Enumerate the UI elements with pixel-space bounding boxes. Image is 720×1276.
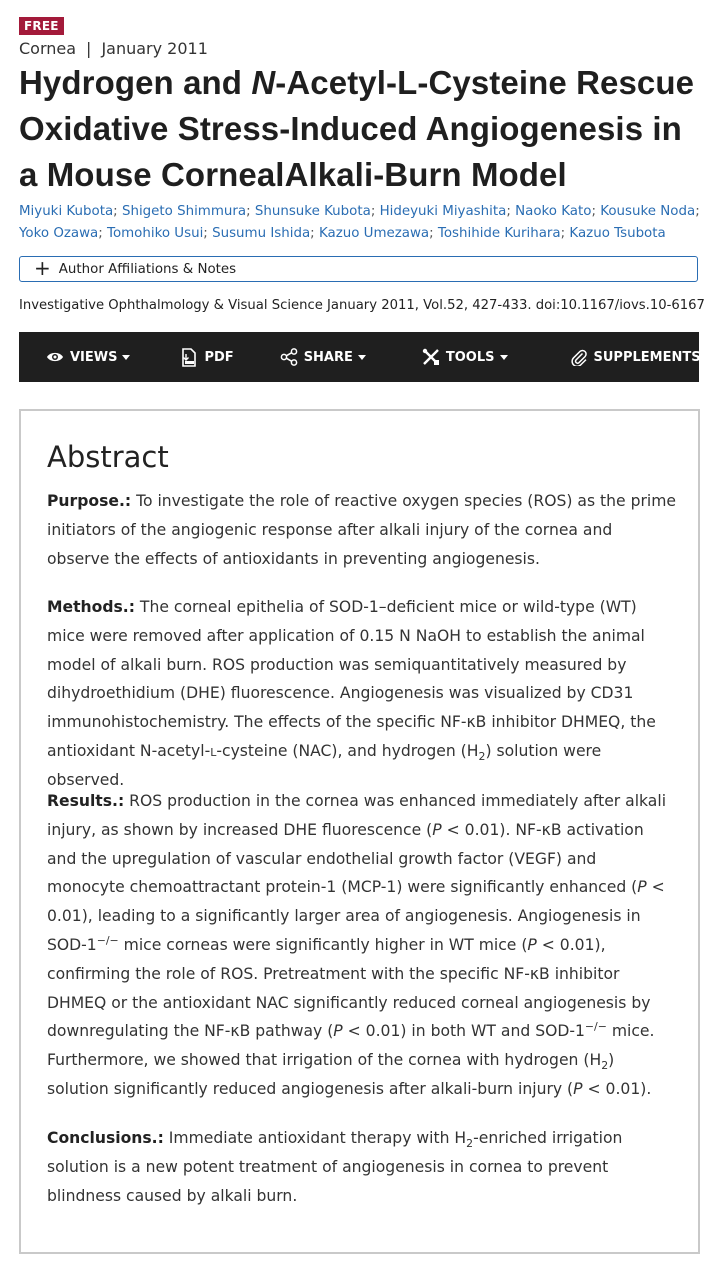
chevron-down-icon [500,355,508,360]
views-label: VIEWS [70,349,118,365]
journal-meta [19,39,208,59]
tools-icon [422,348,440,366]
purpose-label: Purpose.: [47,492,132,510]
author-link[interactable]: Tomohiko Usui [107,226,204,241]
results-text: mice. Furthermore, we showed that irrigation of the cornea with hydrogen (H [47,1022,655,1070]
journal-name[interactable]: Cornea [19,39,77,58]
results-label: Results.: [47,792,125,810]
chevron-down-icon [358,355,366,360]
author-link[interactable]: Toshihide Kurihara [437,226,561,241]
title-italic: N [251,64,276,101]
issue-date: January 2011 [101,39,208,58]
author-affiliations-toggle[interactable] [19,256,698,282]
author-link[interactable]: Hideyuki Miyashita [379,204,507,219]
author-link[interactable]: Naoko Kato [515,204,592,219]
abstract-heading: Abstract [47,440,169,474]
title-text-3: -Cysteine Rescue Oxidative Stress-Induced Angiogenesis in a Mouse CornealAlkali-Burn Model [19,64,695,193]
methods-label: Methods.: [47,598,135,616]
title-smallcaps: L [397,64,418,101]
results-p-value: P [573,1079,583,1098]
methods-text: -cysteine (NAC), and hydrogen (H [216,741,479,760]
tools-label: TOOLS [445,349,495,365]
methods-subscript: 2 [478,750,486,764]
author-link[interactable]: Miyuki Kubota [19,204,114,219]
chevron-down-icon [122,355,130,360]
results-text: < 0.01) in both WT and SOD-1 [342,1022,585,1041]
results-p-value: P [432,820,442,839]
share-label: SHARE [303,349,353,365]
author-link[interactable]: Shunsuke Kubota [254,204,371,219]
results-p-value: P [637,878,647,897]
results-text: mice corneas were significantly higher in WT mice ( [118,935,528,954]
results-p-value: P [527,935,537,954]
results-text: < 0.01), confirming the role of ROS. Pretreatment with the specific NF-κB inhibitor DHMEQ or the antioxidant NAC significantly reduced corneal angiogenesis by downregulating the NF-κB pathway ( [47,935,651,1041]
conclusions-text: Immediate antioxidant therapy with H [163,1129,467,1147]
pdf-label: PDF [204,349,234,365]
conclusions-subscript: 2 [466,1137,474,1151]
article-toolbar [19,332,699,382]
affiliations-label: Author Affiliations & Notes [58,261,237,277]
results-superscript: −/− [584,1020,607,1034]
results-subscript: 2 [601,1059,609,1073]
methods-text: The corneal epithelia of SOD-1–deficient mice or wild-type (WT) mice were removed after application of 0.15 N NaOH to establish the animal model of alkali burn. ROS production was semiquantitatively measured by dihydroethidium (DHE) fluorescence. Angiogenesis was visualized by CD31 immunohistochemistry. The effects of the specific NF-κB inhibitor DHMEQ, the antioxidant N-acetyl- [47,598,656,760]
methods-text: ) solution were observed. [47,741,602,789]
share-button[interactable] [280,332,366,382]
methods-smallcaps: l [210,741,217,760]
supplements-label: SUPPLEMENTS [593,349,701,365]
author-link[interactable]: Kazuo Umezawa [318,226,430,241]
citation-line: Investigative Ophthalmology & Visual Science January 2011, Vol.52, 427-433. doi:10.1167/iovs.10-6167 [19,298,705,313]
plus-icon: + [34,256,51,280]
free-badge: FREE [19,17,64,35]
author-link[interactable]: Yoko Ozawa [19,226,99,241]
paperclip-icon [570,348,588,366]
supplements-button[interactable] [570,332,701,382]
tools-button[interactable] [422,332,508,382]
views-button[interactable] [46,332,130,382]
author-link[interactable]: Kousuke Noda [600,204,696,219]
results-text: < 0.01). [582,1079,652,1098]
abstract-section [19,409,700,1254]
eye-icon [46,350,64,364]
author-list: Miyuki Kubota; Shigeto Shimmura; Shunsuke Kubota; Hideyuki Miyashita; Naoko Kato; Kousuke Noda; Yoko Ozawa; Tomohiko Usui; Susumu Ishida; Kazuo Umezawa; Toshihide Kurihara; Kazuo Tsubota [19,204,700,241]
results-p-value: P [333,1022,343,1041]
conclusions-text: -enriched irrigation solution is a new potent treatment of angiogenesis in cornea to prevent blindness caused by alkali burn. [47,1129,623,1205]
title-text-2: -Acetyl- [275,64,398,101]
title-text-1: Hydrogen and [19,64,252,101]
pdf-icon [180,348,198,367]
results-superscript: −/− [96,933,119,947]
author-link[interactable]: Susumu Ishida [212,226,311,241]
abstract-methods [47,593,677,795]
pdf-button[interactable] [180,332,233,382]
author-link[interactable]: Shigeto Shimmura [121,204,247,219]
abstract-results [47,787,677,1104]
abstract-conclusions [47,1124,677,1210]
results-text: < 0.01), leading to a significantly larger area of angiogenesis. Angiogenesis in SOD-1 [47,878,665,954]
results-text: < 0.01). NF-κB activation and the upregulation of vascular endothelial growth factor (VEGF) and monocyte chemoattractant protein-1 (MCP-1) were significantly enhanced ( [47,820,644,897]
share-icon [280,348,298,366]
article-title [19,60,709,198]
abstract-purpose [47,487,677,573]
conclusions-label: Conclusions.: [47,1129,164,1147]
purpose-text: To investigate the role of reactive oxygen species (ROS) as the prime initiators of the angiogenic response after alkali injury of the cornea and observe the effects of antioxidants in preventing angiogenesis. [47,492,677,568]
author-link[interactable]: Kazuo Tsubota [569,226,666,241]
results-text: ) solution significantly reduced angiogenesis after alkali-burn injury ( [47,1051,615,1098]
meta-separator: | [86,39,92,58]
results-text: ROS production in the cornea was enhanced immediately after alkali injury, as shown by increased DHE fluorescence ( [47,792,667,839]
